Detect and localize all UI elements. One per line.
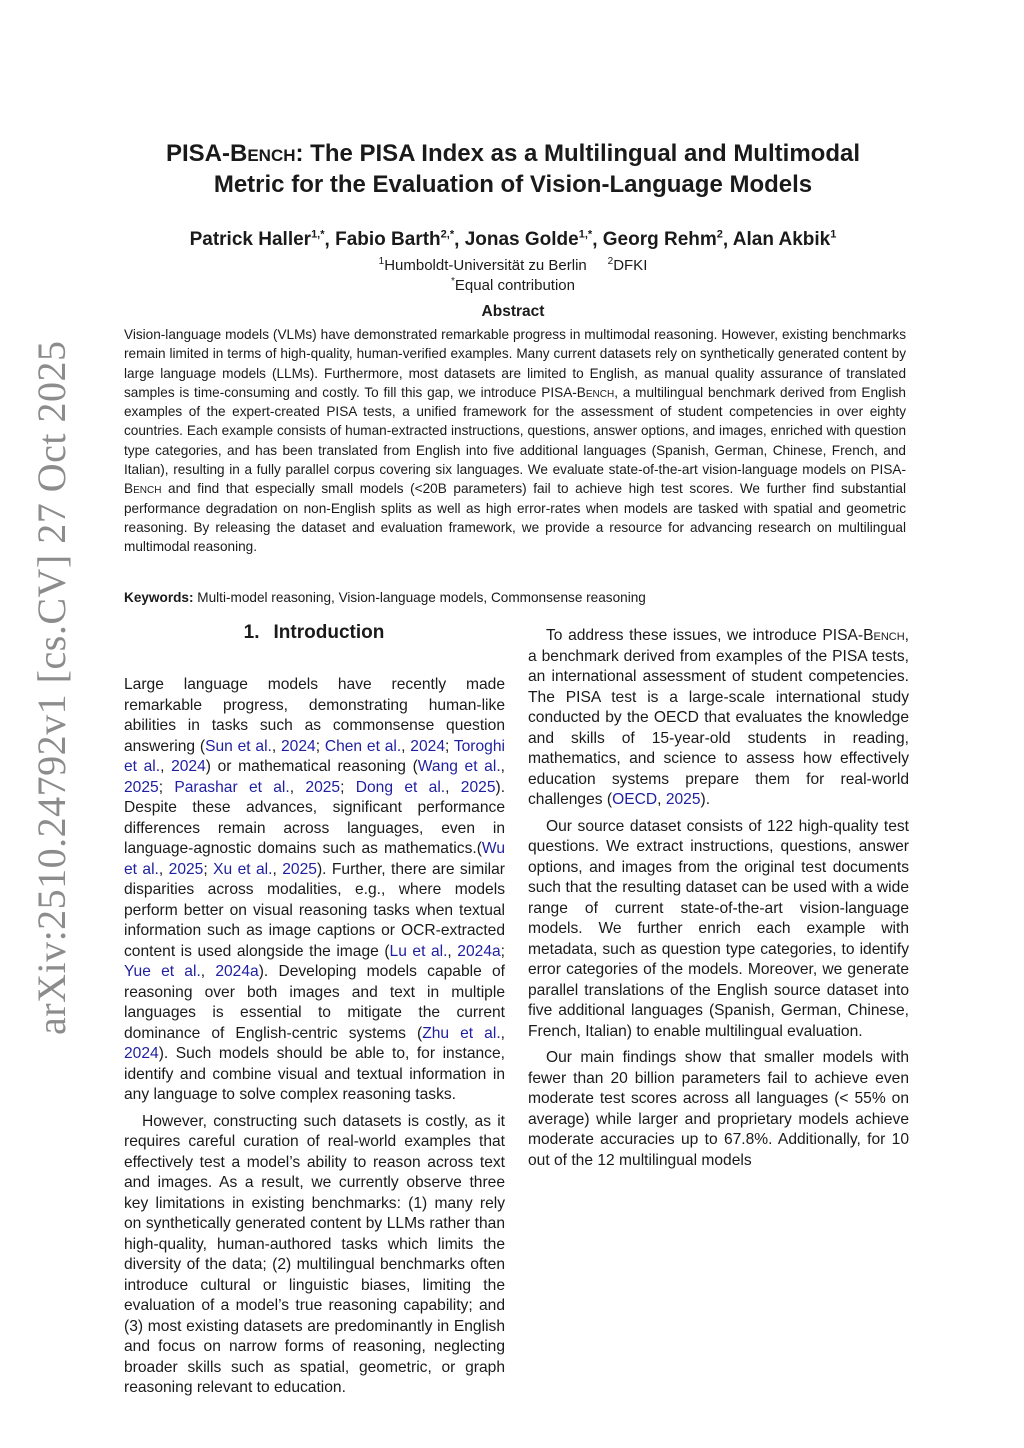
citation-link[interactable]: Zhu et al.	[422, 1024, 501, 1042]
intro-paragraph-5: Our main findings show that smaller models with fewer than 20 billion parameters fail to achieve even moderate test scores across all languages (< 55% on average) while larger and proprietary models achieve moderate accuracies up to 67.8%. Additionally, for 10 out of the 12 multilingual models	[528, 1049, 909, 1169]
affiliations: $^1$Humboldt-Universität zu Berlin $^2$DFKI	[378, 256, 648, 274]
author: Fabio Barth$^{2,*}$	[335, 229, 455, 251]
keywords-text: Multi-model reasoning, Vision-language models, Commonsense reasoning	[193, 590, 646, 605]
abstract-text: Vision-language models (VLMs) have demonstrated remarkable progress in multimodal reasoning. However, existing benchmarks remain limited in terms of high-quality, human-verified examples. Many current datasets rely on synthetically generated content by large language models (LLMs). Furthermore, most datasets are limited to English, as manual quality assurance of translated samples is time-consuming and costly. To fill this gap, we introduce PISA-Bench, a multilingual benchmark derived from English examples of the expert-created PISA tests, a unified framework for the assessment of student competencies in over eighty countries. Each example consists of human-extracted instructions, questions, answer options, and images, enriched with question type categories, and has been translated from English into five additional languages (Spanish, German, Chinese, French, and Italian), resulting in a fully parallel corpus covering six languages. We evaluate state-of-the-art vision-language models on PISA-Bench and find that especially small models (<20B parameters) fail to achieve high test scores. We further find substantial performance degradation on non-English splits as well as high error-rates when models are tasked with spatial and geometric reasoning. By releasing the dataset and evaluation framework, we provide a resource for advancing research on multilingual multimodal reasoning.	[124, 327, 906, 555]
citation-link[interactable]: Yue et al.	[124, 963, 201, 980]
author: Patrick Haller$^{1,*}$	[189, 229, 325, 251]
citation-link[interactable]: Dong et al.	[355, 778, 446, 796]
citation-link[interactable]: Parashar et al.	[174, 778, 290, 796]
citation-year-link[interactable]: 2024	[281, 737, 316, 755]
intro-paragraph-2: However, constructing such datasets is costly, as it requires careful curation of real-world examples that effectively test a model’s ability to reason across text and images. As a result, we currently observe three key limitations in existing benchmarks: (1) many rely on synthetically generated content by LLMs rather than high-quality, human-authored tasks which limits the diversity of the data; (2) multilingual benchmarks often introduce cultural or linguistic biases, limiting the evaluation of a model’s true reasoning capability; and (3) most existing datasets are predominantly in English and focus on narrow forms of reasoning, neglecting broader skills such as spatial, geometric, or graph reasoning relevant to education.	[124, 1112, 505, 1396]
citation-year-link[interactable]: 2024	[410, 737, 445, 755]
citation-link[interactable]: Chen et al.	[324, 737, 402, 755]
title-line-1: PISA-Bench: The PISA Index as a Multilingual and Multimodal	[165, 140, 860, 167]
citation-year-link[interactable]: 2025	[305, 778, 341, 796]
citation-year-link[interactable]: 2024a	[457, 942, 501, 960]
citation-link[interactable]: Toroghi et al.	[124, 737, 505, 775]
intro-paragraph-4: Our source dataset consists of 122 high-quality test questions. We extract instructions, questions, answer options, and images from the original test documents such that the resulting dataset can be used with a wide range of current state-of-the-art vision-language models. We further enrich each example with metadata, such as question type categories, to identify error categories of the models. Moreover, we generate parallel translations of the English source dataset into five additional languages (Spanish, German, Chinese, French, Italian) to enable multilingual evaluation.	[528, 817, 909, 1040]
citation-year-link[interactable]: 2025	[460, 778, 496, 796]
citation-year-link[interactable]: 2024	[124, 1045, 159, 1062]
keywords-label: Keywords:	[124, 590, 194, 605]
author: Georg Rehm$^2$	[602, 229, 723, 251]
citation-link[interactable]: OECD	[612, 791, 658, 808]
author: Jonas Golde$^{1,*}$	[464, 229, 593, 251]
affiliation-2: DFKI	[613, 257, 648, 274]
section-heading-introduction: 1. Introduction	[243, 622, 385, 643]
intro-paragraph-3: To address these issues, we introduce PISA-Bench, a benchmark derived from examples of the PISA tests, an international assessment of student competencies. The PISA test is a large-scale international study conducted by the OECD that evaluates the knowledge and skills of 15-year-old students in reading, mathematics, and science to assess how effectively education systems prepare them for real-world challenges (OECD, 2025).	[528, 627, 909, 808]
citation-link[interactable]: Lu et al.	[389, 942, 448, 960]
left-column	[124, 675, 505, 1405]
paper-title	[80, 138, 946, 200]
right-column	[528, 626, 909, 1177]
author-list: Patrick Haller$^{1,*}$, Fabio Barth$^{2,*}$, Jonas Golde$^{1,*}$, Georg Rehm$^2$, Alan Akbik$^1$	[189, 229, 837, 251]
citation-year-link[interactable]: 2025	[124, 778, 159, 796]
citation-link[interactable]: Xu et al.	[213, 860, 273, 878]
abstract-heading: Abstract	[481, 303, 545, 320]
citation-year-link[interactable]: 2024a	[215, 963, 259, 980]
citation-year-link[interactable]: 2024	[171, 758, 206, 775]
citation-year-link[interactable]: 2025	[282, 860, 317, 878]
citation-link[interactable]: Sun et al.	[205, 737, 272, 755]
citation-year-link[interactable]: 2025	[168, 860, 204, 878]
affiliation-1: Humboldt-Universität zu Berlin	[384, 257, 587, 274]
citation-link[interactable]: Wang et al.	[417, 758, 501, 775]
author: Alan Akbik$^1$	[732, 229, 837, 251]
title-line-2: Metric for the Evaluation of Vision-Language Models	[213, 171, 813, 198]
arxiv-identifier-stamp: arXiv:2510.24792v1 [cs.CV] 27 Oct 2025	[29, 340, 74, 1035]
keywords	[124, 590, 906, 605]
intro-paragraph-1: Large language models have recently made remarkable progress, demonstrating human-like abilities in tasks such as commonsense question answering (Sun et al., 2024; Chen et al., 2024; Toroghi et al., 2024) or mathematical reasoning (Wang et al., 2025; Parashar et al., 2025; Dong et al., 2025). Despite these advances, significant performance differences remain across languages, even in language-agnostic domains such as mathematics.(Wu et al., 2025; Xu et al., 2025). Further, there are similar disparities across modalities, e.g., where models perform better on visual reasoning tasks when textual information such as image captions or OCR-extracted content is used alongside the image (Lu et al., 2024a; Yue et al., 2024a). Developing models capable of reasoning over both images and text in multiple languages is essential to mitigate the current dominance of English-centric systems (Zhu et al., 2024). Such models should be able to, for instance, identify and combine visual and textual information in any language to solve complex reasoning tasks.	[124, 676, 506, 1103]
citation-year-link[interactable]: 2025	[665, 791, 701, 808]
equal-contribution-note: *Equal contribution	[451, 276, 575, 294]
citation-link[interactable]: Wu et al.	[124, 840, 505, 878]
